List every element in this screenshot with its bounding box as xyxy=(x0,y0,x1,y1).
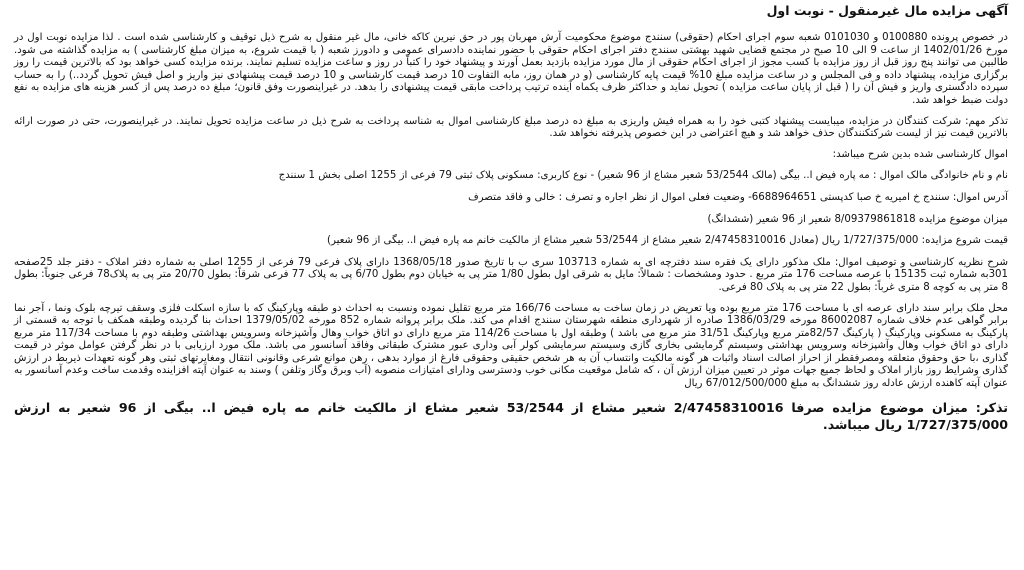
property-heading: اموال کارشناسی شده بدین شرح میباشد: xyxy=(832,148,1008,160)
owner-line: نام و نام خانوادگی مالک اموال : مه پاره فیض ا.. بیگی (مالک 53/2544 شعیر مشاع از 96 شعیر) - نوع کاربری: مسکونی پلاک ثبتی 79 فرعی از 1255 اصلی بخش 1 سنندج xyxy=(278,170,1008,182)
expert-description: شرح نظریه کارشناسی و توصیف اموال: ملک مذکور دارای یک فقره سند دفترچه ای به شماره 103713 سری ب با تاریخ صدور 1368/05/18 دارای پلاک فرعی 79 فرعی از 1255 اصلی به شماره دفتر املاک - دفتر جلد 25صفحه 301به شماره ثبت 15135 با عرصه مساحت 176 متر مربع . حدود ومشخصات : شمالاً: مایل به شرقی اول بطول 1/80 متر پی به خیابان دوم بطول 6/70 پی به پلاک 77 فرعی شرقاً: بطول 20/70 متر پی به پلاک78 فرعی جنوباً: بطول 8 متر پی به کوچه 8 متری غرباً: بطول 22 متر پی به پلاک 80 فرعی. xyxy=(14,256,1009,293)
notice-title: آگهی مزایده مال غیرمنقول - نوبت اول xyxy=(766,3,1008,18)
start-price-line: قیمت شروع مزایده: 1/727/375/000 ریال (معادل 2/47458310016 شعیر مشاع از 53/2544 شعیر مشاع از مالکیت خانم مه پاره فیض ا.. بیگی از 96 شعیر) xyxy=(326,235,1008,247)
final-note: تذکر: میزان موضوع مزایده صرفا 2/47458310016 شعیر مشاع از 53/2544 شعیر مشاع از مالکیت خانم مه پاره فیض ا.. بیگی از 96 شعیر به ارزش 1/727/375/000 ریال میباشد. xyxy=(14,399,1008,432)
building-description: محل ملک برابر سند دارای عرصه ای با مساحت 176 متر مربع بوده ویا تعریض در زمان ساخت به مساحت 166/76 متر مربع تقلیل نموده ونسبت به احداث دو طبقه وپارکینگ که با سازه اسکلت فلزی وسقف تیرچه بلوک ونما ، آجر نما برابر گواهی عدم خلاف شماره 86002087 مورخه 1386/03/29 صادره از شهرداری منطقه شهرستان سنندج اقدام می کند. ملک برابر پروانه شماره 852 مورخه 1379/05/02 احداث بنا گردیده وطبقه همکف با توجه به قسمتی از پارکینگ به مسکونی وپارکینگ ( پارکینگ 82/57متر مربع وپارکینگ 31/51 متر مربع می باشد ) وطبقه اول با مساحت 114/26 متر مربع دارای دو اتاق خواب وهال وآشپزخانه وسرویس بهداشتی وطبقه دوم با مساحت 117/34 متر مربع دارای دو اتاق خواب وهال وآشپزخانه وسرویس بهداشتی وسیستم گرمایشی بخاری گازی وسیستم سرمایشی کولر آبی وداری عبور مشترک طبقاتی وفاقد آسانسور می باشد. ملک مورد ارزیابی با در نظر گرفتن عوامل موثر در قیمت گذاری ،با حق وحقوق متعلقه ومصرفقطر از احراز اصالت اسناد واثبات هر گونه مالکیت وانتساب آن به هر شخص حقیقی وحقوقی فارغ از موارد بدهی ، رهن موانع شرعی وقانونی انتقال ومغایرتهای ثبتی وهر گونه تعهدات ذیربط در ارزش گذاری وشرایط روز بازار املاک و لحاظ جمیع جهات موثر در تعیین میزان ارزش آن ، که شامل موقعیت مکانی خوب ودسترسی ودارای امتیازات منصوبه (آب وبرق وگاز وتلفن ) وسند به عنوان آپته افزاینده وقدمت ساخت وعدم آسانسور به عنوان آپته کاهنده ارزش عادله روز ششدانگ به مبلغ 67/012/500/000 ریال xyxy=(14,302,1008,390)
subject-line: میزان موضوع مزایده 8/09379861818 شعیر از 96 شعیر (ششدانگ) xyxy=(707,213,1008,225)
intro-paragraph: در خصوص پرونده 0100880 و 0101030 شعبه سوم اجرای احکام (حقوقی) سنندج موضوع محکومیت آرش مهربان پور در حق نیرین کاکه خانی، مال غیر منقول به شرح ذیل توقیف و کارشناسی شده است . لذا مزایده نوبت اول در مورخ 1402/01/26 از ساعت 9 الی 10 صبح در مجتمع قضایی شهید بهشتی سنندج دفتر اجرای احکام حقوقی با حضور نماینده دادسرای عمومی و دادورز شعبه ( با قیمت شروع، به میزان مبلغ کارشناسی ) به مزایده گذاشته می شود. طالبین می توانند پنج روز قبل از روز مزایده با کسب مجوز از اجرای احکام حقوقی از مال مورد مزایده بازدید بعمل آورند و پیشنهاد خود را کتباً در روز و ساعت مزایده تسلیم نمایند. برنده مزایده کسی خواهد بود که بالاترین قیمت را روز برگزاری مزایده، پیشنهاد داده و فی المجلس و در ساعت مزایده مبلغ 10% قیمت پایه کارشناسی (و در همان روز، مابه التفاوت 10 درصد قیمت کارشناسی و 10 درصد قیمت پیشنهادی نیز واریز و اصل فیش تحویل گردد..) را به حساب سپرده دادگستری واریز و فیش آن را ( قبل از پایان ساعت مزایده ) تحویل نماید و حداکثر ظرف یکماه آینده ترتیب پرداخت مابقی قیمت پیشنهادی را بدهد. در غیراینصورت وفق قانون؛ مبلغ ده درصد پس از کسر هزینه های مزایده به نفع دولت ضبط خواهد شد. xyxy=(14,32,1008,106)
important-reminder: تذکر مهم: شرکت کنندگان در مزایده، میبایست پیشنهاد کتبی خود را به همراه فیش واریزی به مبلغ ده درصد مبلغ کارشناسی اموال به شناسه پرداخت به شرح ذیل در ساعت مزایده تحویل نمایند. در غیراینصورت، حتی در صورت ارائه بالاترین قیمت نیز از لیست شرکتکنندگان حذف خواهد شد و هیچ اعتراضی در این خصوص پذیرفته نخواهد شد. xyxy=(14,115,1008,140)
auction-notice xyxy=(14,2,1008,570)
address-line: آدرس اموال: سنندج خ امیریه خ صبا کدپستی 6688964651- وضعیت فعلی اموال از نظر اجاره و تصرف : خالی و فاقد متصرف xyxy=(468,191,1008,203)
